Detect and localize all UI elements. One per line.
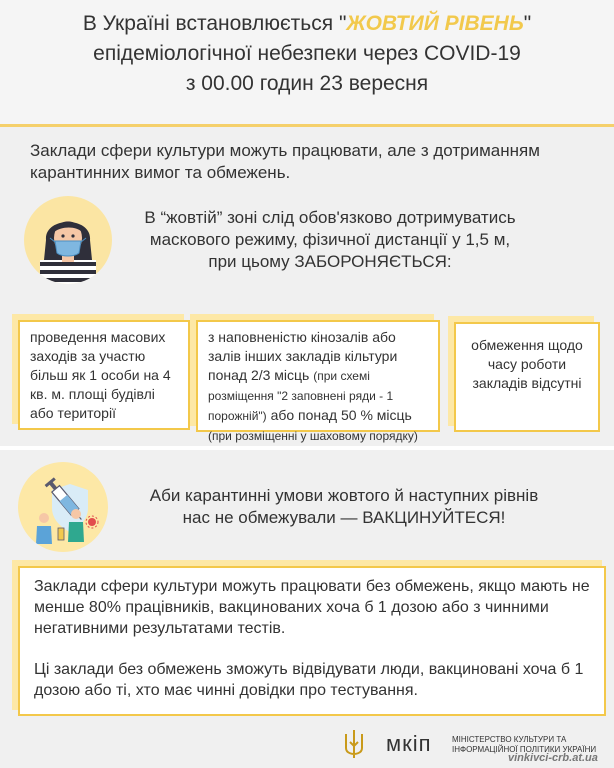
header-banner [0,0,614,126]
restriction-card-occupancy [196,320,440,443]
vaccination-icon [18,462,108,552]
yellow-zone-rules [120,207,540,273]
restriction-card-mass-events-text: проведення масових заходів за участю більш як 1 особи на 4 кв. м. площі будівлі або території [30,329,171,421]
ministry-name-line-2: ІНФОРМАЦІЙНОЇ ПОЛІТИКИ УКРАЇНИ [452,745,597,754]
trident-emblem-icon [342,728,366,760]
conditions-card [18,566,606,716]
conditions-paragraph-2: Ці заклади без обмежень зможуть відвідувати люди, вакциновані хоча б 1 дозою або ті, хто має чинні довідки про тестування. [34,661,584,699]
occupancy-note-a: (при схемі розміщення "2 заповнені ряди - 1 порожній") [208,369,394,423]
yellow-zone-line-2: маскового режиму, фізичної дистанції у 1,5 м, [149,230,511,249]
conditions-paragraph-1: Заклади сфери культури можуть працювати без обмежень, якщо мають не менше 80% працівників, вакцинованих хоча б 1 дозою або з чинними негативними результатами тестів. [34,578,590,637]
site-watermark: vinkivci-crb.at.ua [508,752,598,764]
occupancy-note-b: (при розміщенні у шаховому порядку) [208,429,418,443]
restriction-card-hours [454,322,600,432]
section-separator [0,446,614,450]
occupancy-main-b: або понад 50 % місць [270,407,412,423]
vaccination-line-2: нас не обмежували — ВАКЦИНУЙТЕСЯ! [182,508,506,527]
headline-line-3: з 00.00 годин 23 вересня [185,72,429,95]
masked-person-icon [24,196,112,284]
headline-pre: В Україні встановлюється " [82,12,347,35]
ministry-logo [386,730,450,758]
vaccination-call [124,485,564,529]
occupancy-main-a: з наповненістю кінозалів або залів інших закладів кільтури понад 2/3 місць [208,329,398,383]
restriction-card-hours-text: обмеження щодо часу роботи закладів відсутні [471,337,583,391]
headline-line-1 [0,0,614,39]
yellow-zone-line-3: при цьому ЗАБОРОНЯЄТЬСЯ: [208,252,452,271]
headline-post: " [523,12,532,35]
restriction-card-mass-events [18,320,190,430]
yellow-zone-line-1: В “жовтій” зоні слід обов'язково дотримуватись [144,208,516,227]
header-divider [0,124,614,127]
headline-line-2: епідеміологічної небезпеки через COVID-19 [93,42,521,65]
ministry-logo-text: мкіп [386,731,432,756]
intro-text: Заклади сфери культури можуть працювати, але з дотриманням карантинних вимог та обмежень. [30,141,540,182]
yellow-level-highlight: ЖОВТИЙ РІВЕНЬ [346,12,524,35]
vaccination-line-1: Аби карантинні умови жовтого й наступних рівнів [149,486,539,505]
ministry-name-line-1: МІНІСТЕРСТВО КУЛЬТУРИ ТА [452,735,567,744]
